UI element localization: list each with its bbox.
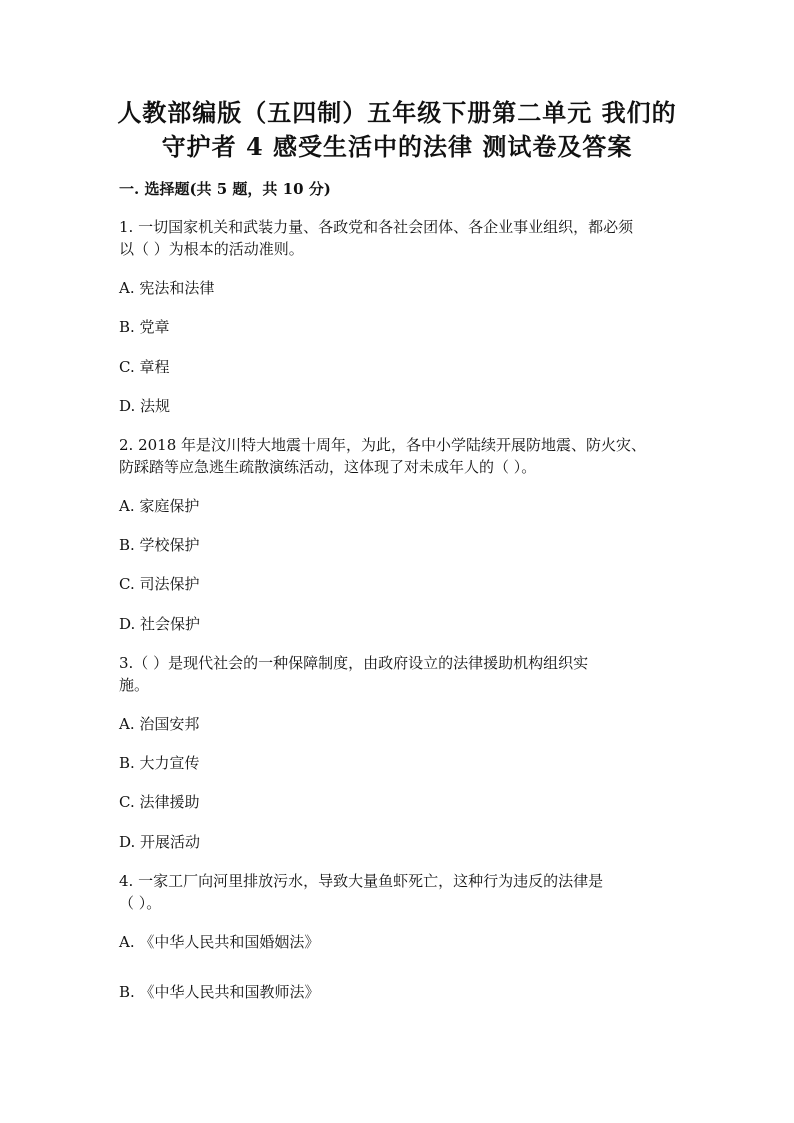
question-2-stem-line-2: 防踩踏等应急逃生疏散演练活动，这体现了对未成年人的（ ）。 xyxy=(119,458,537,476)
question-2-option-d: D. 社会保护 xyxy=(119,615,201,633)
question-1-stem-line-1: 1. 一切国家机关和武装力量、各政党和各社会团体、各企业事业组织，都必须 xyxy=(119,218,634,236)
question-4-option-b: B. 《中华人民共和国教师法》 xyxy=(119,983,320,1001)
page-title-line-1: 人教部编版（五四制）五年级下册第二单元 我们的 xyxy=(117,98,677,127)
section-heading: 一. 选择题(共 5 题，共 10 分) xyxy=(119,180,331,198)
question-2-option-c: C. 司法保护 xyxy=(119,575,200,593)
question-2-option-b: B. 学校保护 xyxy=(119,536,200,554)
question-3-option-c: C. 法律援助 xyxy=(119,793,200,811)
question-1-option-d: D. 法规 xyxy=(119,397,171,415)
question-1-option-a: A. 宪法和法律 xyxy=(119,279,215,297)
question-3-option-a: A. 治国安邦 xyxy=(119,715,200,733)
question-3-stem-line-1: 3.（ ）是现代社会的一种保障制度，由政府设立的法律援助机构组织实 xyxy=(119,654,589,672)
question-3-stem-line-2: 施。 xyxy=(119,676,150,694)
question-3-option-d: D. 开展活动 xyxy=(119,833,201,851)
question-1-stem-line-2: 以（ ）为根本的活动准则。 xyxy=(119,240,304,258)
question-4-stem-line-1: 4. 一家工厂向河里排放污水，导致大量鱼虾死亡，这种行为违反的法律是 xyxy=(119,872,604,890)
question-2-stem-line-1: 2. 2018 年是汶川特大地震十周年，为此，各中小学陆续开展防地震、防火灾、 xyxy=(119,436,647,454)
question-4-option-a: A. 《中华人民共和国婚姻法》 xyxy=(119,933,320,951)
question-3-option-b: B. 大力宣传 xyxy=(119,754,200,772)
question-4-stem-line-2: （ ）。 xyxy=(119,894,162,912)
page-title-line-2: 守护者 4 感受生活中的法律 测试卷及答案 xyxy=(161,132,633,161)
question-2-option-a: A. 家庭保护 xyxy=(119,497,200,515)
question-1-option-b: B. 党章 xyxy=(119,318,170,336)
question-1-option-c: C. 章程 xyxy=(119,358,170,376)
